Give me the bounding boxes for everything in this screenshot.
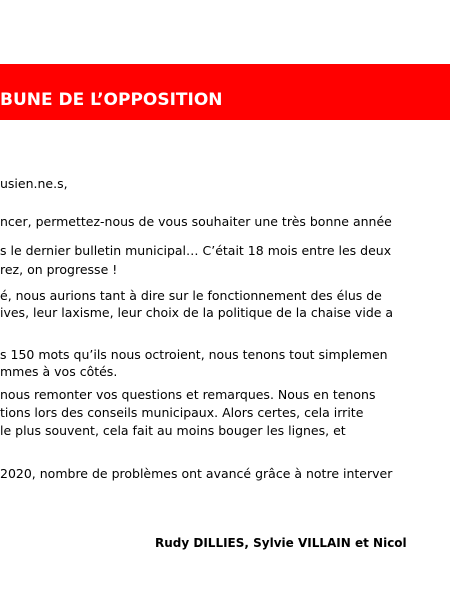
greeting-line: usien.ne.s, xyxy=(0,176,68,191)
paragraph-line: ncer, permettez-nous de vous souhaiter une très bonne année xyxy=(0,214,392,229)
paragraph-line: mmes à vos côtés. xyxy=(0,364,118,379)
paragraph-line: 2020, nombre de problèmes ont avancé grâce à notre interver xyxy=(0,466,393,481)
page-title: BUNE DE L’OPPOSITION xyxy=(0,90,223,110)
signature: Rudy DILLIES, Sylvie VILLAIN et Nicol xyxy=(155,536,407,550)
paragraph-line: s 150 mots qu’ils nous octroient, nous tenons tout simplemen xyxy=(0,347,388,362)
paragraph-line: nous remonter vos questions et remarques. Nous en tenons xyxy=(0,387,376,402)
paragraph-line: é, nous aurions tant à dire sur le fonctionnement des élus de xyxy=(0,288,382,303)
paragraph-line: le plus souvent, cela fait au moins bouger les lignes, et xyxy=(0,423,346,438)
paragraph-line: rez, on progresse ! xyxy=(0,262,118,277)
paragraph-line: tions lors des conseils municipaux. Alors certes, cela irrite xyxy=(0,405,364,420)
paragraph-line: ives, leur laxisme, leur choix de la politique de la chaise vide a xyxy=(0,305,394,320)
paragraph-line: s le dernier bulletin municipal… C’était 18 mois entre les deux xyxy=(0,243,392,258)
